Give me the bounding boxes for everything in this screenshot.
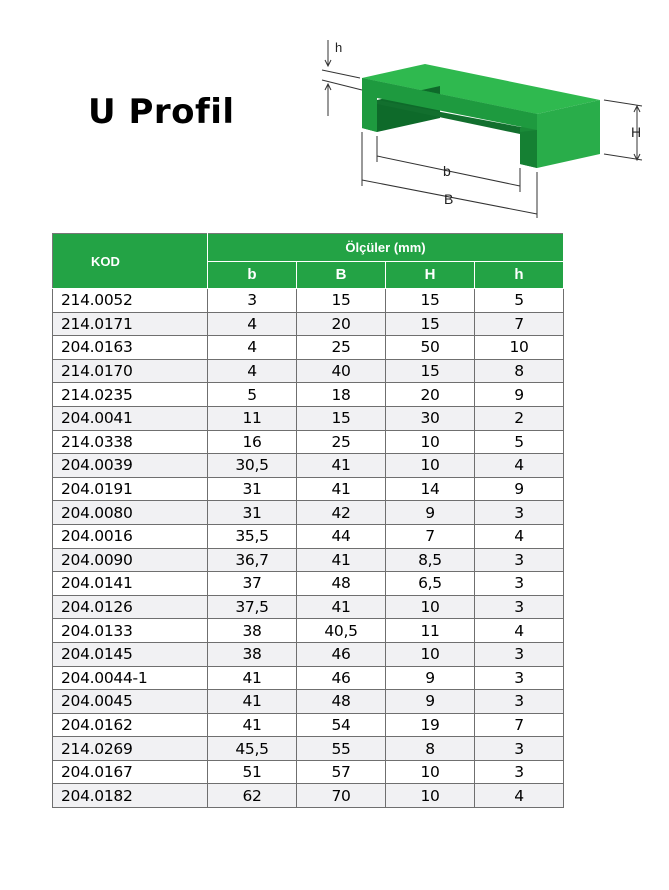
cell-h: 4 <box>475 524 564 548</box>
dimensions-table <box>52 233 564 808</box>
cell-code: 204.0167 <box>53 760 208 784</box>
cell-code: 214.0269 <box>53 737 208 761</box>
cell-H: 19 <box>386 713 475 737</box>
cell-b: 41 <box>208 666 297 690</box>
cell-B: 48 <box>297 572 386 596</box>
cell-b: 11 <box>208 406 297 430</box>
cell-b: 5 <box>208 383 297 407</box>
u-profile-diagram <box>0 0 669 230</box>
cell-B: 15 <box>297 289 386 313</box>
header-dimensions: Ölçüler (mm) <box>208 234 564 262</box>
cell-b: 36,7 <box>208 548 297 572</box>
cell-b: 41 <box>208 690 297 714</box>
cell-code: 204.0126 <box>53 595 208 619</box>
cell-H: 15 <box>386 289 475 313</box>
cell-h: 10 <box>475 336 564 360</box>
u-profile-shape <box>362 64 600 168</box>
cell-h: 5 <box>475 289 564 313</box>
cell-code: 204.0162 <box>53 713 208 737</box>
cell-code: 204.0182 <box>53 784 208 808</box>
cell-b: 31 <box>208 477 297 501</box>
cell-B: 40,5 <box>297 619 386 643</box>
dim-label-h: h <box>335 40 343 55</box>
table-row <box>53 690 564 714</box>
cell-H: 9 <box>386 501 475 525</box>
cell-h: 3 <box>475 690 564 714</box>
cell-H: 9 <box>386 666 475 690</box>
table-row <box>53 430 564 454</box>
table-row <box>53 548 564 572</box>
cell-h: 3 <box>475 760 564 784</box>
cell-b: 51 <box>208 760 297 784</box>
dim-label-B: B <box>444 191 454 207</box>
header-b: b <box>208 261 297 289</box>
cell-code: 204.0016 <box>53 524 208 548</box>
cell-h: 3 <box>475 595 564 619</box>
cell-B: 18 <box>297 383 386 407</box>
cell-B: 57 <box>297 760 386 784</box>
cell-b: 3 <box>208 289 297 313</box>
cell-H: 8,5 <box>386 548 475 572</box>
cell-b: 62 <box>208 784 297 808</box>
cell-B: 42 <box>297 501 386 525</box>
cell-H: 10 <box>386 784 475 808</box>
cell-b: 37,5 <box>208 595 297 619</box>
cell-h: 9 <box>475 383 564 407</box>
cell-code: 204.0039 <box>53 454 208 478</box>
cell-B: 15 <box>297 406 386 430</box>
cell-b: 16 <box>208 430 297 454</box>
cell-B: 40 <box>297 359 386 383</box>
cell-H: 10 <box>386 454 475 478</box>
cell-b: 35,5 <box>208 524 297 548</box>
table-row <box>53 454 564 478</box>
cell-H: 9 <box>386 690 475 714</box>
header-code: KOD <box>53 234 208 289</box>
cell-B: 41 <box>297 477 386 501</box>
cell-code: 214.0171 <box>53 312 208 336</box>
cell-code: 204.0044-1 <box>53 666 208 690</box>
cell-B: 41 <box>297 595 386 619</box>
cell-B: 46 <box>297 666 386 690</box>
cell-code: 214.0235 <box>53 383 208 407</box>
cell-b: 37 <box>208 572 297 596</box>
cell-h: 3 <box>475 666 564 690</box>
cell-code: 204.0145 <box>53 642 208 666</box>
cell-h: 3 <box>475 642 564 666</box>
cell-h: 3 <box>475 572 564 596</box>
cell-B: 48 <box>297 690 386 714</box>
table-row <box>53 336 564 360</box>
table-row <box>53 477 564 501</box>
cell-b: 31 <box>208 501 297 525</box>
table-row <box>53 359 564 383</box>
table-row <box>53 501 564 525</box>
header-B: B <box>297 261 386 289</box>
cell-B: 44 <box>297 524 386 548</box>
cell-B: 55 <box>297 737 386 761</box>
cell-code: 214.0052 <box>53 289 208 313</box>
cell-H: 20 <box>386 383 475 407</box>
cell-B: 20 <box>297 312 386 336</box>
cell-code: 214.0170 <box>53 359 208 383</box>
cell-h: 5 <box>475 430 564 454</box>
cell-H: 10 <box>386 642 475 666</box>
table-row <box>53 737 564 761</box>
table-row <box>53 572 564 596</box>
header-H: H <box>386 261 475 289</box>
cell-code: 214.0338 <box>53 430 208 454</box>
cell-b: 38 <box>208 642 297 666</box>
cell-H: 15 <box>386 312 475 336</box>
dim-label-b: b <box>443 163 451 179</box>
cell-B: 25 <box>297 430 386 454</box>
table-row <box>53 595 564 619</box>
cell-h: 3 <box>475 548 564 572</box>
cell-b: 41 <box>208 713 297 737</box>
cell-H: 30 <box>386 406 475 430</box>
cell-H: 7 <box>386 524 475 548</box>
table-body <box>53 289 564 808</box>
table-row <box>53 619 564 643</box>
table-row <box>53 760 564 784</box>
table-row <box>53 312 564 336</box>
cell-h: 2 <box>475 406 564 430</box>
cell-h: 9 <box>475 477 564 501</box>
cell-code: 204.0090 <box>53 548 208 572</box>
cell-code: 204.0133 <box>53 619 208 643</box>
table-row <box>53 666 564 690</box>
cell-B: 54 <box>297 713 386 737</box>
cell-h: 3 <box>475 737 564 761</box>
cell-h: 4 <box>475 454 564 478</box>
table-row <box>53 289 564 313</box>
cell-h: 4 <box>475 619 564 643</box>
cell-b: 30,5 <box>208 454 297 478</box>
cell-H: 14 <box>386 477 475 501</box>
table-row <box>53 642 564 666</box>
cell-code: 204.0045 <box>53 690 208 714</box>
cell-code: 204.0141 <box>53 572 208 596</box>
cell-h: 8 <box>475 359 564 383</box>
cell-B: 41 <box>297 548 386 572</box>
cell-h: 3 <box>475 501 564 525</box>
header-h: h <box>475 261 564 289</box>
cell-H: 10 <box>386 760 475 784</box>
cell-b: 45,5 <box>208 737 297 761</box>
cell-H: 8 <box>386 737 475 761</box>
cell-h: 7 <box>475 312 564 336</box>
cell-H: 10 <box>386 430 475 454</box>
cell-B: 25 <box>297 336 386 360</box>
table-row <box>53 524 564 548</box>
cell-code: 204.0041 <box>53 406 208 430</box>
cell-B: 46 <box>297 642 386 666</box>
cell-H: 50 <box>386 336 475 360</box>
cell-code: 204.0080 <box>53 501 208 525</box>
table-row <box>53 383 564 407</box>
cell-h: 7 <box>475 713 564 737</box>
table-row <box>53 713 564 737</box>
cell-code: 204.0191 <box>53 477 208 501</box>
cell-H: 6,5 <box>386 572 475 596</box>
page-title: U Profil <box>88 92 235 132</box>
cell-B: 41 <box>297 454 386 478</box>
table-row <box>53 784 564 808</box>
dim-label-H: H <box>631 124 642 140</box>
cell-H: 10 <box>386 595 475 619</box>
cell-B: 70 <box>297 784 386 808</box>
cell-h: 4 <box>475 784 564 808</box>
cell-b: 38 <box>208 619 297 643</box>
cell-H: 15 <box>386 359 475 383</box>
cell-b: 4 <box>208 359 297 383</box>
cell-b: 4 <box>208 312 297 336</box>
cell-code: 204.0163 <box>53 336 208 360</box>
cell-H: 11 <box>386 619 475 643</box>
cell-b: 4 <box>208 336 297 360</box>
table-row <box>53 406 564 430</box>
